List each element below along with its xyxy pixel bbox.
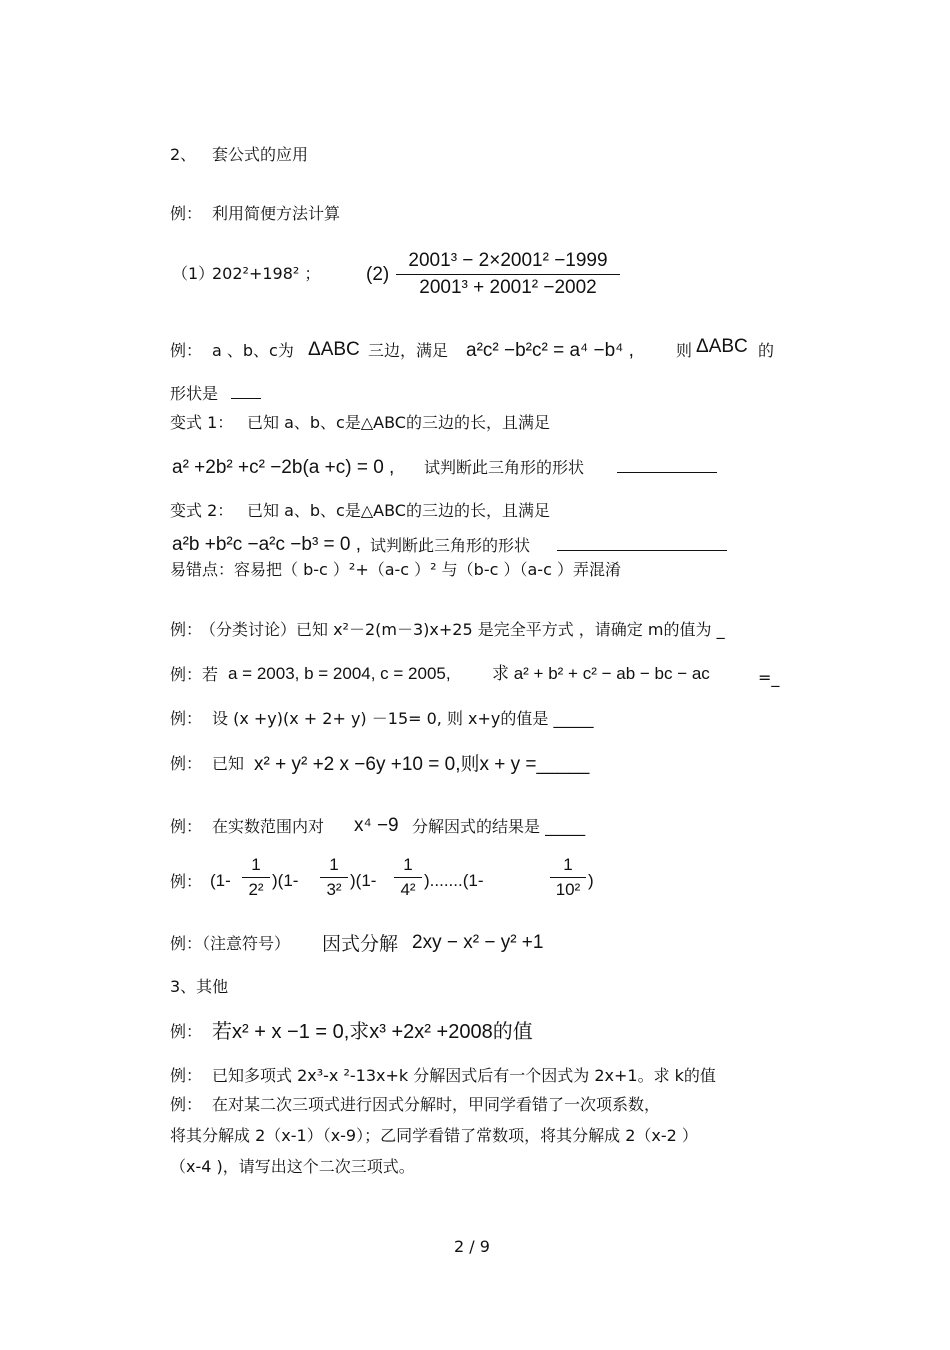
example-label: 例： [170,1066,203,1085]
known-text: 已知 [212,754,245,773]
sign-expression: 2xy − x² − y² +1 [412,932,544,953]
problem-2-label: (2) [366,264,390,285]
fraction-1-over-4-squared [394,855,422,900]
fraction-numerator: 1 [329,855,339,874]
fraction-1-over-10-squared [550,855,586,900]
fraction-bar [320,877,348,878]
fraction-denominator: 3² [326,880,342,899]
fraction-bar [394,877,422,878]
problem-2-fraction [396,250,620,299]
triangle-abc-1: ΔABC [308,339,360,360]
abc-expression: 求 a² + b² + c² − ab − bc − ac [492,664,710,683]
shape-question-text: 形状是 [170,384,219,403]
other-3-line-1: 在对某二次三项式进行因式分解时，甲同学看错了一次项系数， [212,1095,661,1114]
product-open: (1- [210,871,231,890]
section-2-title: 套公式的应用 [212,145,309,164]
fraction-numerator: 1 [563,855,573,874]
variant-1-text: 已知 a、b、c是△ABC的三边的长，且满足 [247,413,550,432]
real-text: 在实数范围内对 [212,817,325,836]
abc-given-values: a = 2003, b = 2004, c = 2005, [228,664,451,683]
variant-2-question [370,536,727,555]
problem-1-label: （1） [172,264,215,283]
fraction-bar [550,877,586,878]
variant-1-expression: a² +2b² +c² −2b(a +c) = 0 , [172,457,395,478]
example-label: 例： [170,817,203,836]
example-label: 例： [170,1022,203,1041]
abc-answer-tail: =_ [758,668,780,687]
product-close: ) [588,871,594,890]
variant-1-question [424,458,717,477]
fraction-numerator: 1 [251,855,261,874]
answer-blank [557,549,727,551]
triangle-text-4: 的 [758,341,775,360]
example-label: 例：若 [170,665,219,684]
variant-2-expression: a²b +b²c −a²c −b³ = 0 , [172,534,362,555]
variant-2-label: 变式 2： [170,501,234,520]
fraction-bar [242,877,270,878]
variant-1-ask: 试判断此三角形的形状 [424,458,585,477]
fraction-denominator: 4² [400,880,416,899]
other-2-text: 已知多项式 2x³-x ²-13x+k 分解因式后有一个因式为 2x+1。求 k的值 [212,1066,716,1085]
example-label: 例： [170,872,203,891]
triangle-text-3: 则 [676,341,693,360]
problem-2-denominator: 2001³ + 2001² −2002 [419,277,597,298]
answer-blank [231,397,261,399]
xy-text: 设 (x +y)(x + 2+ y) －15= 0, 则 x+y的值是 _____ [212,709,594,728]
fraction-1-over-2-squared [242,855,270,900]
example-label: 例： [170,754,203,773]
other-3-line-2: 将其分解成 2（x-1）（x-9）；乙同学看错了常数项，将其分解成 2（x-2 ） [170,1126,698,1145]
example-label: 例： [170,709,203,728]
problem-2-numerator: 2001³ − 2×2001² −1999 [408,250,608,271]
fraction-denominator: 2² [248,880,264,899]
example-label: 例： [170,620,203,639]
real-tail: 分解因式的结果是 _____ [412,817,586,836]
example-simple-text: 利用简便方法计算 [212,204,341,223]
variant-2-ask: 试判断此三角形的形状 [370,536,531,555]
triangle-condition-expression: a²c² −b²c² = a⁴ −b⁴ , [466,340,634,361]
pitfall-note: 易错点：容易把（ b-c ）²+（a-c ）² 与（b-c ）（a-c ）弄混淆 [170,560,621,579]
fraction-numerator: 1 [403,855,413,874]
fraction-denominator: 10² [555,880,581,899]
triangle-text-1: a 、b、c为 [212,341,294,360]
page-number: 2 / 9 [454,1237,490,1256]
other-3-line-3: （x-4 )，请写出这个二次三项式。 [170,1157,415,1176]
classify-text: （分类讨论）已知 x²－2(m－3)x+25 是完全平方式 ，请确定 m的值为 _ [200,620,725,639]
example-label: 例： [170,1095,203,1114]
product-dots: ).......(1- [424,871,484,890]
triangle-abc-2: ΔABC [696,336,748,357]
fraction-1-over-3-squared [320,855,348,900]
product-mid-1: )(1- [272,871,299,890]
problem-1-expression: 202²+198² ； [212,264,321,283]
section-2-number: 2、 [170,145,197,164]
triangle-shape-question [170,384,261,403]
known-expression: x² + y² +2 x −6y +10 = 0,则x + y =_____ [254,754,590,775]
example-sign-label: 例：（注意符号） [170,934,291,953]
variant-2-text: 已知 a、b、c是△ABC的三边的长，且满足 [247,501,550,520]
section-3-title: 3、其他 [170,977,229,996]
example-label: 例： [170,204,203,223]
sign-text: 因式分解 [322,933,399,955]
example-label: 例： [170,341,203,360]
answer-blank [617,471,717,473]
triangle-text-2: 三边，满足 [368,341,449,360]
variant-1-label: 变式 1： [170,413,234,432]
fraction-bar [396,274,620,275]
product-mid-2: )(1- [350,871,377,890]
other-1-expression: 若x² + x −1 = 0,求x³ +2x² +2008的值 [212,1021,533,1043]
real-expression: x⁴ −9 [354,815,399,836]
